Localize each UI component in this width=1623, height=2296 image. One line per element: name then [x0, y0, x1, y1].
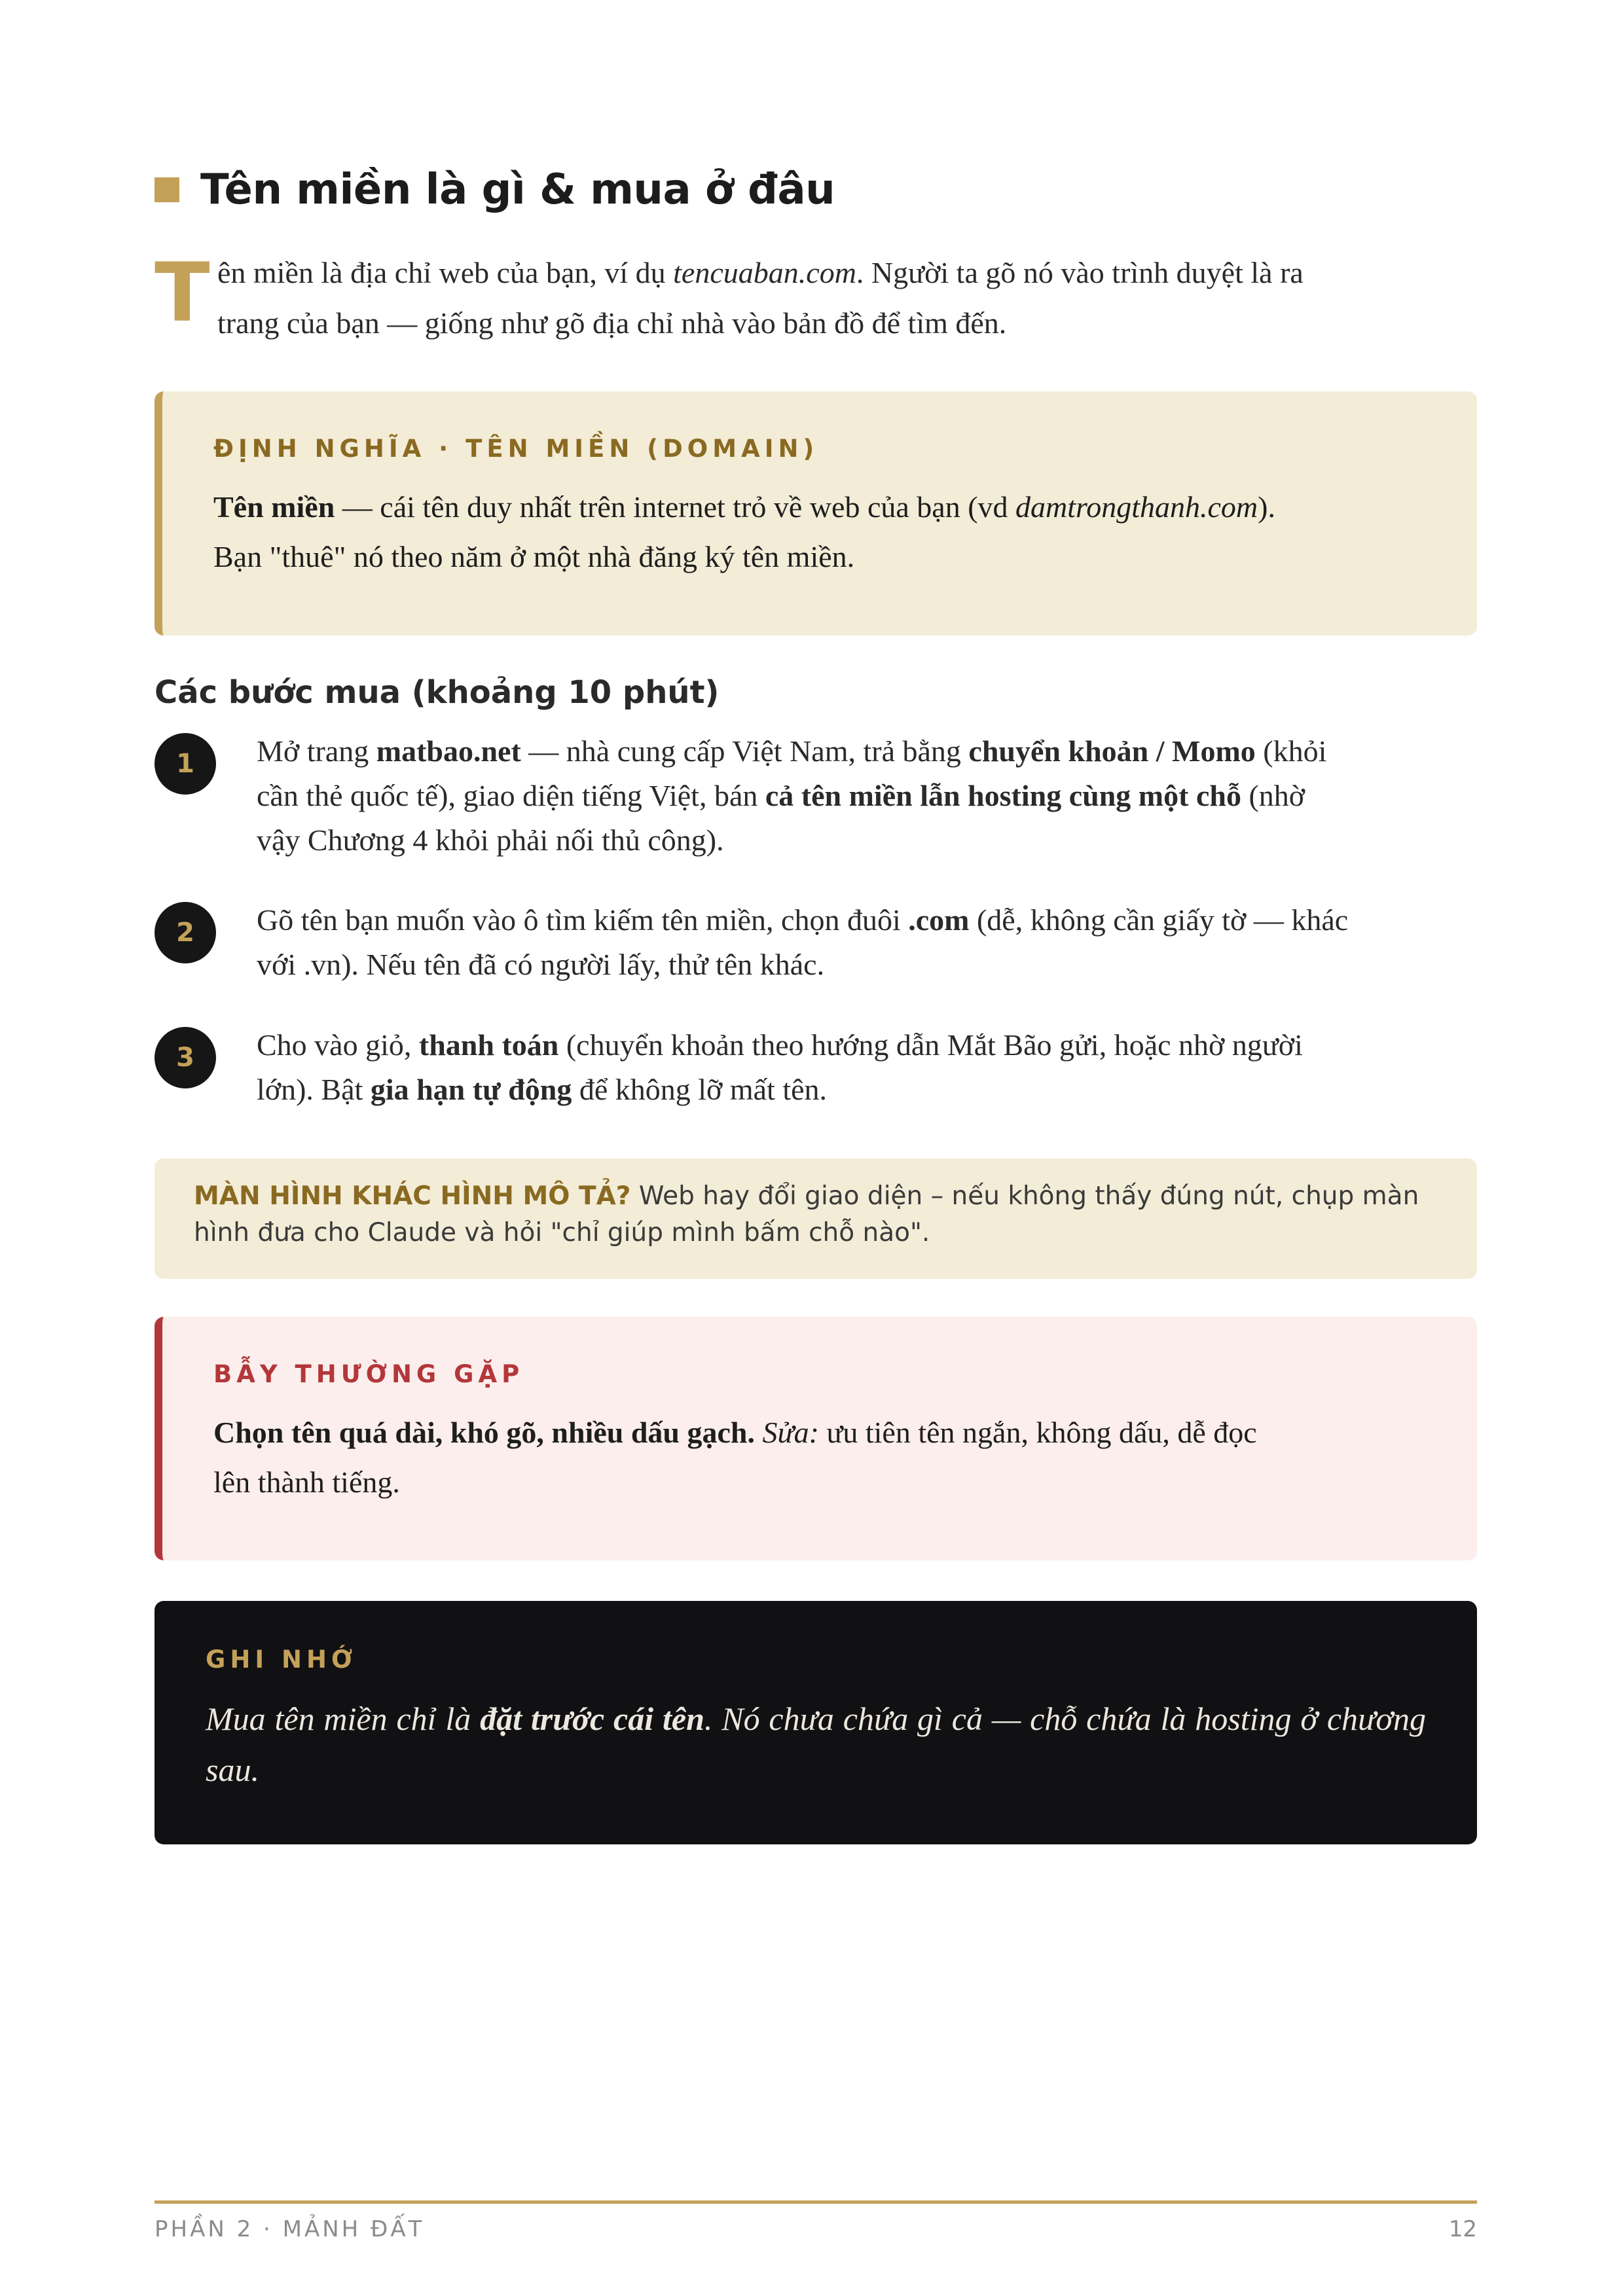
note-text: hình đưa cho Claude và hỏi "chỉ giúp mình bấm chỗ nào". [194, 1218, 930, 1247]
trap-body [213, 1408, 1438, 1507]
step-bold: .com [908, 903, 970, 937]
page-title: Tên miền là gì & mua ở đâu [200, 166, 835, 214]
remember-bold: đặt trước cái tên [480, 1700, 704, 1737]
drop-cap: T [155, 246, 210, 340]
remember-body [206, 1693, 1426, 1795]
step-text-part: vậy Chương 4 khỏi phải nối thủ công). [257, 823, 724, 857]
remember-box [155, 1601, 1477, 1844]
step-text-part: (nhờ [1241, 779, 1305, 812]
trap-bold: Chọn tên quá dài, khó gõ, nhiều dấu gạch. [213, 1416, 756, 1449]
step-text-part: cần thẻ quốc tế), giao diện tiếng Việt, bán [257, 779, 765, 812]
step-text-part: (chuyển khoản theo hướng dẫn Mắt Bão gửi, hoặc nhờ người [558, 1028, 1303, 1062]
step-bold: cả tên miền lẫn hosting cùng một chỗ [765, 779, 1241, 812]
step-bold: matbao.net [376, 734, 521, 768]
step-item-3 [155, 1023, 1477, 1112]
step-text-part: Cho vào giỏ, [257, 1028, 419, 1062]
remember-text: . Nó chưa chứa gì cả — chỗ chứa là hosting ở chương sau. [206, 1700, 1426, 1788]
note-text: Web hay đổi giao diện – nếu không thấy đúng nút, chụp màn [630, 1181, 1419, 1211]
trap-fix-text: ưu tiên tên ngắn, không dấu, dễ đọc [818, 1416, 1257, 1449]
example-domain: tencuaban.com [673, 256, 856, 289]
step-text-part: lớn). Bật [257, 1073, 371, 1106]
trap-label: BẪY THƯỜNG GẶP [213, 1360, 524, 1388]
heading-square-marker [155, 177, 179, 202]
page-number: 12 [1448, 2216, 1477, 2242]
step-bold: gia hạn tự động [370, 1073, 572, 1106]
step-text-part: với .vn). Nếu tên đã có người lấy, thử tên khác. [257, 948, 825, 981]
step-text-part: Gõ tên bạn muốn vào ô tìm kiếm tên miền, chọn đuôi [257, 903, 909, 937]
definition-term: Tên miền [213, 490, 335, 524]
step-text [257, 729, 1477, 863]
step-number-badge: 2 [155, 902, 216, 963]
definition-label: ĐỊNH NGHĨA · TÊN MIỀN (DOMAIN) [213, 435, 819, 463]
intro-line-2: trang của bạn — giống như gõ địa chỉ nhà vào bản đồ để tìm đến. [217, 306, 1007, 340]
step-bold: chuyển khoản / Momo [968, 734, 1256, 768]
step-text-part: Mở trang [257, 734, 376, 768]
footer-section-label: PHẦN 2 · MẢNH ĐẤT [155, 2216, 425, 2242]
step-text-part: (dễ, không cần giấy tờ — khác [969, 903, 1349, 937]
trap-fix-label: Sửa: [762, 1416, 819, 1449]
step-item-2 [155, 898, 1477, 987]
step-text [257, 1023, 1477, 1112]
trap-text: lên thành tiếng. [213, 1465, 400, 1499]
intro-text: ên miền là địa chỉ web của bạn, ví dụ [217, 256, 674, 289]
definition-line-2: Bạn "thuê" nó theo năm ở một nhà đăng ký tên miền. [213, 540, 855, 573]
definition-text: — cái tên duy nhất trên internet trỏ về web của bạn (vd [335, 490, 1016, 524]
step-text-part: để không lỡ mất tên. [572, 1073, 828, 1106]
note-label: MÀN HÌNH KHÁC HÌNH MÔ TẢ? [194, 1181, 631, 1211]
step-text [257, 898, 1477, 987]
step-text-part: (khỏi [1255, 734, 1327, 768]
step-text-part: — nhà cung cấp Việt Nam, trả bằng [520, 734, 969, 768]
intro-text: . Người ta gõ nó vào trình duyệt là ra [856, 256, 1304, 289]
remember-label: GHI NHỚ [206, 1645, 357, 1674]
steps-heading: Các bước mua (khoảng 10 phút) [155, 674, 720, 711]
section-heading [155, 166, 835, 214]
footer-rule [155, 2200, 1477, 2204]
remember-text: Mua tên miền chỉ là [206, 1700, 481, 1737]
definition-body [213, 482, 1438, 582]
screen-differs-note [155, 1158, 1477, 1279]
definition-example: damtrongthanh.com [1015, 490, 1258, 524]
definition-box [155, 391, 1477, 636]
step-item-1 [155, 729, 1477, 863]
intro-line-1 [217, 247, 1477, 298]
step-number-badge: 1 [155, 733, 216, 795]
step-bold: thanh toán [418, 1028, 559, 1062]
intro-paragraph [155, 247, 1477, 348]
common-trap-box [155, 1317, 1477, 1560]
step-number-badge: 3 [155, 1027, 216, 1088]
definition-text: ). [1258, 490, 1275, 524]
